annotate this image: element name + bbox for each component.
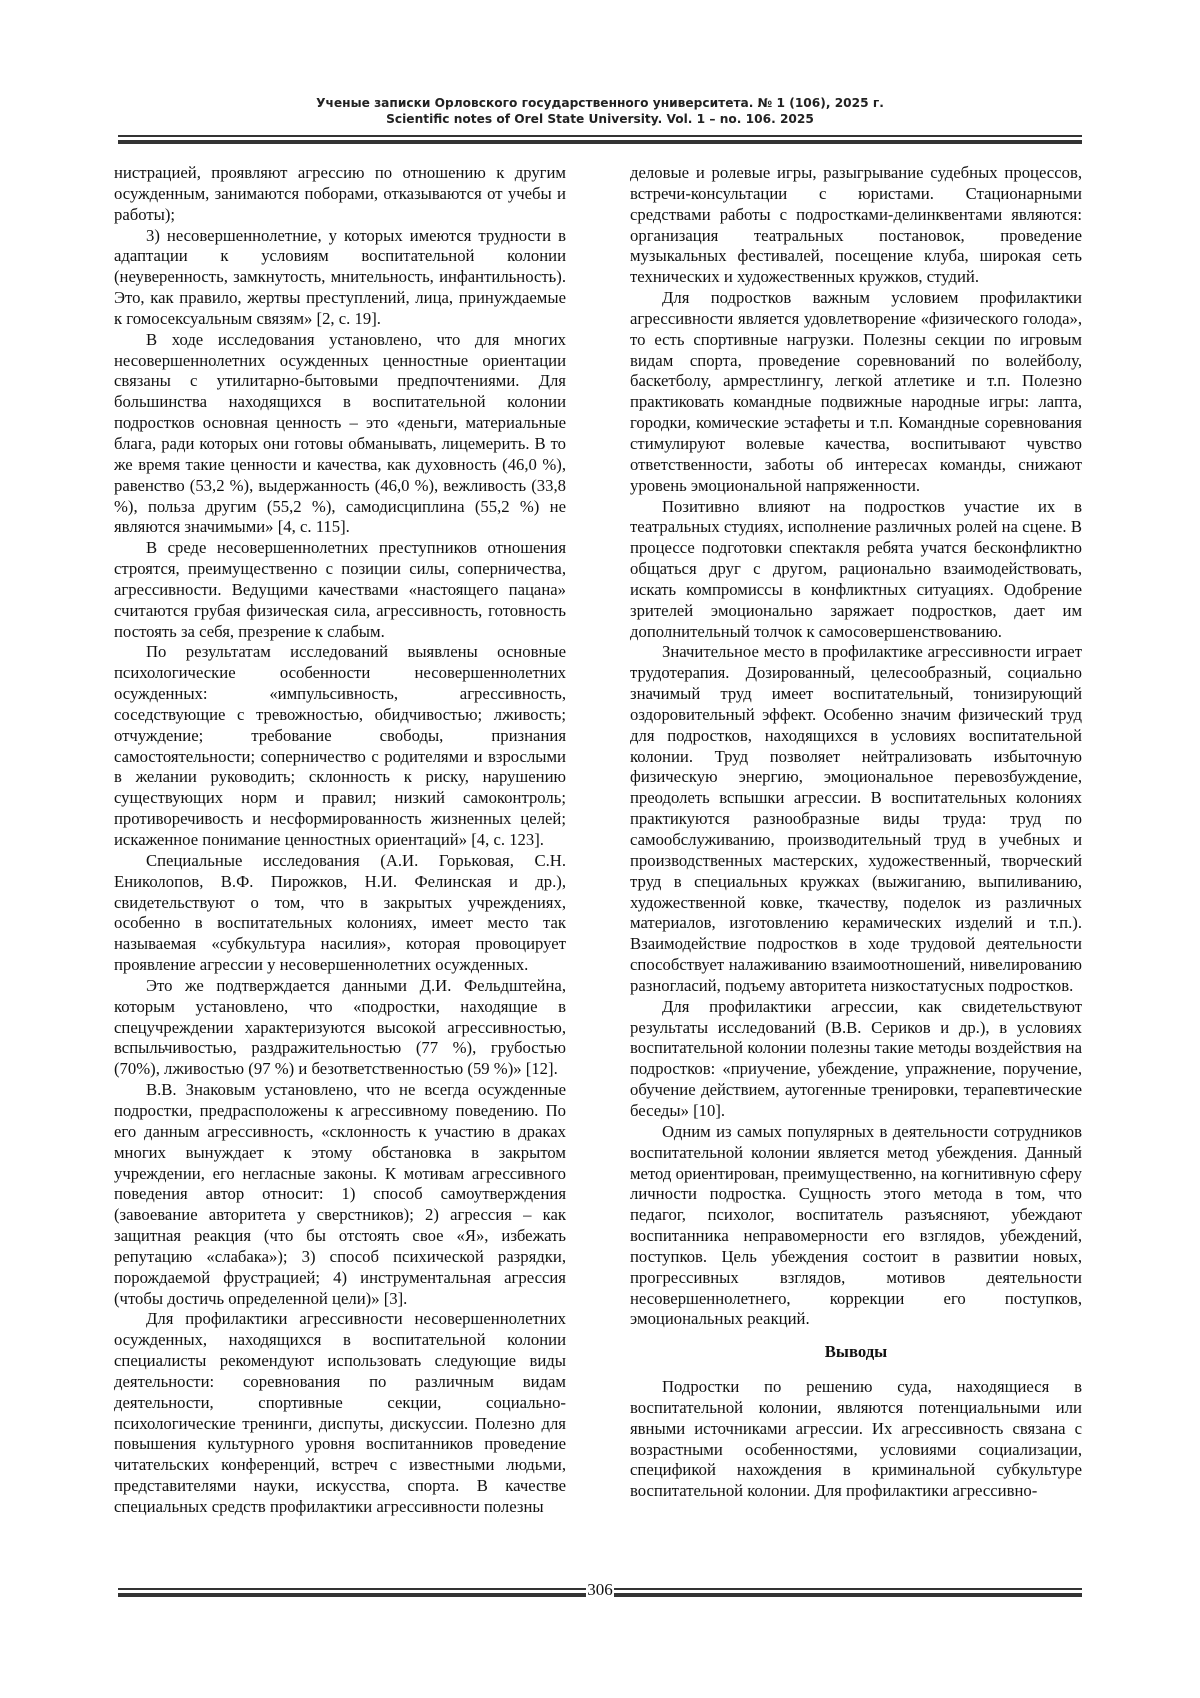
paragraph: В ходе исследования установлено, что для многих несовершеннолетних осужденных ценностные ориентации связаны с утилитарно-бытовыми предпочтениями. Для большинства находящихся в воспитательной колонии подростков основная ценность – это «деньги, материальные блага, ради которых они готовы обманывать, лицемерить. В то же время такие ценности и качества, как духовность (46,0 %), равенство (53,2 %), выдержанность (46,0 %), вежливость (33,8 %), польза другим (55,2 %), самодисциплина (55,2 %) не являются значимыми» [4, с. 115]. (114, 329, 566, 537)
section-heading-conclusions: Выводы (824, 1342, 888, 1362)
footer-rule-left-thin (118, 1588, 586, 1590)
paragraph: Это же подтверждается данными Д.И. Фельдштейна, которым установлено, что «подростки, находящие в спецучреждении характеризуются высокой агрессивностью, вспыльчивостью, раздражительностью (77 %), грубостью (70%), лживостью (97 %) и безответственностью (59 %)» [12]. (114, 975, 566, 1079)
paragraph: Для профилактики агрессивности несовершеннолетних осужденных, находящихся в воспитательной колонии специалисты рекомендуют использовать следующие виды деятельности: соревнования по различным видам деятельности, спортивные секции, социально-психологические тренинги, диспуты, дискуссии. Полезно для повышения культурного уровня воспитанников проведение читательских конференций, встреч с известными людьми, представителями науки, искусства, спорта. В качестве специальных средств профилактики агрессивности полезны (114, 1309, 566, 1516)
running-header-ru: Ученые записки Орловского государственного университета. № 1 (106), 2025 г. (316, 96, 884, 110)
footer-rule-left-thick (118, 1593, 586, 1597)
paragraph: Специальные исследования (А.И. Горьковая, С.Н. Ениколопов, В.Ф. Пирожков, Н.И. Фелинская и др.), свидетельствуют о том, что в закрытых учреждениях, особенно в воспитательных колониях, имеет место так называемая «субкультура насилия», которая провоцирует проявление агрессии у несовершеннолетних осужденных. (114, 850, 566, 975)
paragraph: В среде несовершеннолетних преступников отношения строятся, преимущественно с позиции силы, соперничества, агрессивности. Ведущими качествами «настоящего пацана» считаются грубая физическая сила, агрессивность, готовность постоять за себя, презрение к слабым. (114, 538, 566, 641)
left-column (114, 163, 566, 1558)
paragraph: Одним из самых популярных в деятельности сотрудников воспитательной колонии является метод убеждения. Данный метод ориентирован, преимущественно, на когнитивную сферу личности подростка. Сущность этого метода в том, что педагог, психолог, воспитатель разъясняют, убеждают воспитанника неправомерности его взглядов, убеждений, поступков. Цель убеждения состоит в развитии новых, прогрессивных взглядов, мотивов деятельности несовершеннолетнего, коррекции его поступков, эмоциональных реакций. (630, 1121, 1082, 1329)
paragraph: Значительное место в профилактике агрессивности играет трудотерапия. Дозированный, целесообразный, социально значимый труд имеет воспитательный, тонизирующий оздоровительный эффект. Особенно значим физический труд для подростков, находящихся в условиях воспитательной колонии. Труд позволяет нейтрализовать избыточную физическую энергию, эмоциональное перевозбуждение, преодолеть вспышки агрессии. В воспитательных колониях практикуются разнообразные виды труда: труд по самообслуживанию, производительный труд в учебных и производственных мастерских, художественный, творческий труд в специальных кружках (выжиганию, выпиливанию, художественной ковке, ткачеству, поделок из различных материалов, изготовлению керамических изделий и т.п.). Взаимодействие подростков в ходе трудовой деятельности способствует налаживанию взаимоотношений, нивелированию разногласий, подъему авторитета низкостатусных подростков. (630, 642, 1082, 995)
footer-rule-left (118, 1588, 586, 1597)
header-rule-thick (118, 140, 1082, 144)
paragraph: Для профилактики агрессии, как свидетельствуют результаты исследований (В.В. Сериков и др.), в условиях воспитательной колонии полезны такие методы воздействия на подростков: «приучение, убеждение, упражнение, поручение, обучение действием, аутогенные тренировки, терапевтические беседы» [10]. (630, 996, 1082, 1120)
header-rule-thin (118, 135, 1082, 137)
running-header (118, 95, 1082, 127)
paragraph: Для подростков важным условием профилактики агрессивности является удовлетворение «физического голода», то есть спортивные нагрузки. Полезны секции по игровым видам спорта, проведение соревнований по волейболу, баскетболу, армрестлингу, легкой атлетике и т.п. Полезно практиковать командные подвижные народные игры: лапта, городки, комические эстафеты и т.п. Командные соревнования стимулируют волевые качества, воспитывают чувство ответственности, заботы об интересах команды, снижают уровень эмоциональной напряженности. (630, 288, 1082, 495)
paragraph: По результатам исследований выявлены основные психологические особенности несовершеннолетних осужденных: «импульсивность, агрессивность, соседствующие с тревожностью, обидчивостью; лживость; отчуждение; требование свободы, признания самостоятельности; соперничество с родителями и взрослыми в желании руководить; склонность к риску, нарушению существующих норм и правил; низкий самоконтроль; противоречивость и несформированность жизненных целей; искаженное понимание ценностных ориентаций» [4, с. 123]. (114, 642, 566, 849)
footer-rule-right (614, 1588, 1082, 1597)
paragraph: деловые и ролевые игры, разыгрывание судебных процессов, встречи-консультации с юристами. Стационарными средствами работы с подростками-делинквентами являются: организация театральных постановок, проведение музыкальных фестивалей, посещение клуба, широкая сеть технических и художественных кружков, студий. (630, 163, 1082, 287)
paragraph-conclusion: Подростки по решению суда, находящиеся в воспитательной колонии, являются потенциальными или явными источниками агрессии. Их агрессивность связана с возрастными особенностями, условиями социализации, спецификой нахождения в криминальной субкультуре воспитательной колонии. Для профилактики агрессивно- (630, 1377, 1082, 1501)
page-number: 306 (587, 1580, 613, 1599)
paragraph: нистрацией, проявляют агрессию по отношению к другим осужденным, занимаются поборами, отказываются от учебы и работы); (114, 163, 566, 224)
paragraph: Позитивно влияют на подростков участие их в театральных студиях, исполнение различных ролей на сцене. В процессе подготовки спектакля ребята учатся бесконфликтно общаться друг с другом, рационально взаимодействовать, искать компромиссы в конфликтных ситуациях. Одобрение зрителей эмоционально заряжает подростков, дает им дополнительный толчок к самосовершенствованию. (630, 496, 1082, 641)
paragraph: 3) несовершеннолетние, у которых имеются трудности в адаптации к условиям воспитательной колонии (неуверенность, замкнутость, мнительность, инфантильность). Это, как правило, жертвы преступлений, лица, принуждаемые к гомосексуальным связям» [2, с. 19]. (114, 225, 566, 328)
footer-rule-right-thick (614, 1593, 1082, 1597)
footer-rule-right-thin (614, 1588, 1082, 1590)
right-column (630, 163, 1082, 1558)
running-header-en: Scientific notes of Orel State University. Vol. 1 – no. 106. 2025 (386, 112, 814, 126)
paragraph: В.В. Знаковым установлено, что не всегда осужденные подростки, предрасположены к агрессивному поведению. По его данным агрессивность, «склонность к участию в драках многих вынуждает к этому обстановка в закрытом учреждении, его негласные законы. К мотивам агрессивного поведения автор относит: 1) способ самоутверждения (завоевание авторитета у сверстников); 2) агрессия – как защитная реакция (что бы отстоять свое «Я», избежать репутацию «слабака»); 3) способ психической разрядки, порождаемой фрустрацией; 4) инструментальная агрессия (чтобы достичь определенной цели)» [3]. (114, 1080, 566, 1308)
